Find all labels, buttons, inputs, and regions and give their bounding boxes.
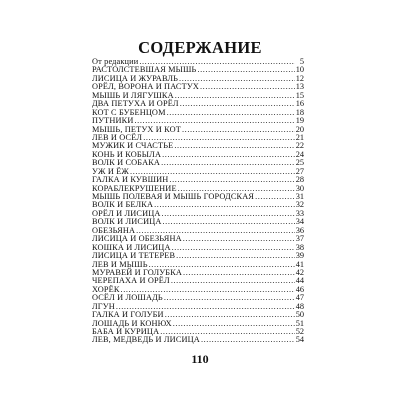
toc-entry-title: ОРЁЛ, ВОРОНА И ПАСТУХ (92, 82, 199, 92)
toc-entry-title: ЛЕВ И МЫШЬ (92, 259, 148, 269)
dot-leader (171, 277, 295, 285)
toc-entry-page: 38 (295, 242, 304, 252)
toc-entry-title: ДВА ПЕТУХА И ОРЁЛ (92, 99, 179, 109)
toc-entry-page: 20 (295, 124, 304, 134)
toc-entry-title: ЛОШАДЬ И КОНЮХ (92, 318, 172, 328)
toc-entry (92, 294, 304, 302)
toc-entry-title: КОНЬ И КОБЫЛА (92, 149, 162, 159)
table-of-contents (92, 58, 304, 345)
toc-entry-page: 12 (295, 73, 304, 83)
dot-leader (197, 66, 294, 74)
toc-entry-title: ЛГУН (92, 301, 115, 311)
toc-entry-page: 5 (299, 57, 304, 66)
toc-entry-page: 32 (295, 200, 304, 210)
dot-leader (162, 151, 295, 159)
toc-entry-title: ХОРЁК (92, 284, 120, 294)
toc-entry-title: МЫШЬ И ЛЯГУШКА (92, 90, 174, 100)
toc-entry-page: 54 (295, 335, 304, 345)
toc-entry-page: 22 (295, 141, 304, 151)
toc-entry-title: БАБА И КУРИЦА (92, 327, 160, 336)
toc-entry-title: ВОЛК И СОБАКА (92, 158, 161, 168)
toc-entry-page: 10 (295, 65, 304, 75)
toc-entry-title: ВОЛК И ЛИСИЦА (92, 217, 162, 227)
toc-entry-title: МУРАВЕЙ И ГОЛУБКА (92, 267, 183, 277)
toc-entry-title: КОРАБЛЕКРУШЕНИЕ (92, 183, 177, 193)
toc-entry-title: КОТ С БУБЕНЦОМ (92, 107, 166, 117)
toc-entry-page: 13 (295, 82, 304, 92)
dot-leader (169, 176, 294, 184)
dot-leader (174, 142, 294, 150)
toc-entry-page: 33 (295, 208, 304, 218)
toc-entry-title: МЫШЬ ПОЛЕВАЯ И МЫШЬ ГОРОДСКАЯ (92, 192, 255, 201)
toc-entry-page: 52 (295, 327, 304, 336)
toc-entry-title: ЛИСИЦА И ЖУРАВЛЬ (92, 73, 179, 83)
toc-entry-page: 15 (295, 90, 304, 100)
toc-entry-page: 37 (295, 234, 304, 244)
toc-entry (92, 277, 304, 285)
dot-leader (173, 320, 295, 328)
dot-leader (183, 235, 295, 243)
toc-entry-page: 51 (295, 318, 304, 328)
toc-entry-page: 50 (295, 310, 304, 320)
page-title: СОДЕРЖАНИЕ (138, 38, 262, 57)
dot-leader (162, 210, 295, 218)
dot-leader (183, 269, 295, 277)
toc-entry-title: ЧЕРЕПАХА И ОРЁЛ (92, 276, 170, 286)
toc-entry-page: 27 (295, 166, 304, 176)
toc-entry-title: КОШКА И ЛИСИЦА (92, 242, 171, 252)
dot-leader (172, 244, 295, 252)
toc-entry-page: 42 (295, 267, 304, 277)
toc-entry-page: 39 (295, 251, 304, 261)
toc-entry-title: ЛИСИЦА И ТЕТЕРЕВ (92, 251, 176, 261)
dot-leader (200, 83, 295, 91)
toc-entry-title: ЛЕВ, МЕДВЕДЬ И ЛИСИЦА (92, 335, 200, 345)
toc-entry-title: ЛЕВ И ОСЁЛ (92, 132, 143, 142)
dot-leader (182, 126, 295, 134)
toc-entry-page: 19 (295, 116, 304, 126)
toc-entry-page: 47 (295, 293, 304, 303)
toc-entry-page: 36 (295, 225, 304, 235)
dot-leader (154, 201, 295, 209)
toc-entry-page: 41 (295, 259, 304, 269)
toc-entry-title: ГАЛКА И ГОЛУБИ (92, 310, 164, 320)
toc-entry-page: 21 (295, 132, 304, 142)
dot-leader (165, 311, 295, 319)
dot-leader (255, 193, 295, 201)
toc-entry-title: ГАЛКА И КУВШИН (92, 175, 169, 185)
dot-leader (175, 92, 295, 100)
toc-entry-page: 34 (295, 217, 304, 227)
toc-entry-page: 28 (295, 175, 304, 185)
dot-leader (164, 294, 295, 302)
toc-entry-page: 44 (295, 276, 304, 286)
toc-entry-page: 46 (295, 284, 304, 294)
toc-entry-title: От редакции (92, 57, 139, 66)
toc-entry-page: 25 (295, 158, 304, 168)
dot-leader (167, 109, 295, 117)
toc-entry-title: ОСЁЛ И ЛОШАДЬ (92, 293, 163, 303)
toc-entry-page: 16 (295, 99, 304, 109)
page-number: 110 (191, 352, 209, 366)
dot-leader (180, 100, 295, 108)
dot-leader (201, 336, 295, 344)
toc-entry-page: 48 (295, 301, 304, 311)
dot-leader (161, 159, 295, 167)
toc-entry-title: ОРЁЛ И ЛИСИЦА (92, 208, 161, 218)
toc-entry-title: МУЖИК И СЧАСТЬЕ (92, 141, 174, 151)
toc-entry-title: ОБЕЗЬЯНА (92, 225, 136, 235)
toc-entry-title: РАСТОЛСТЕВШАЯ МЫШЬ (92, 65, 197, 75)
toc-entry (92, 336, 304, 344)
dot-leader (163, 218, 295, 226)
toc-entry-page: 30 (295, 183, 304, 193)
toc-entry-title: ПУТНИКИ (92, 116, 134, 126)
toc-entry-title: УЖ И ЁЖ (92, 166, 130, 176)
toc-entry-page: 18 (295, 107, 304, 117)
toc-entry-title: ЛИСИЦА И ОБЕЗЬЯНА (92, 234, 182, 244)
toc-entry-page: 31 (295, 192, 304, 201)
toc-entry-title: МЫШЬ, ПЕТУХ И КОТ (92, 124, 181, 134)
toc-entry-page: 24 (295, 149, 304, 159)
toc-entry-title: ВОЛК И БЕЛКА (92, 200, 154, 210)
dot-leader (176, 252, 295, 260)
